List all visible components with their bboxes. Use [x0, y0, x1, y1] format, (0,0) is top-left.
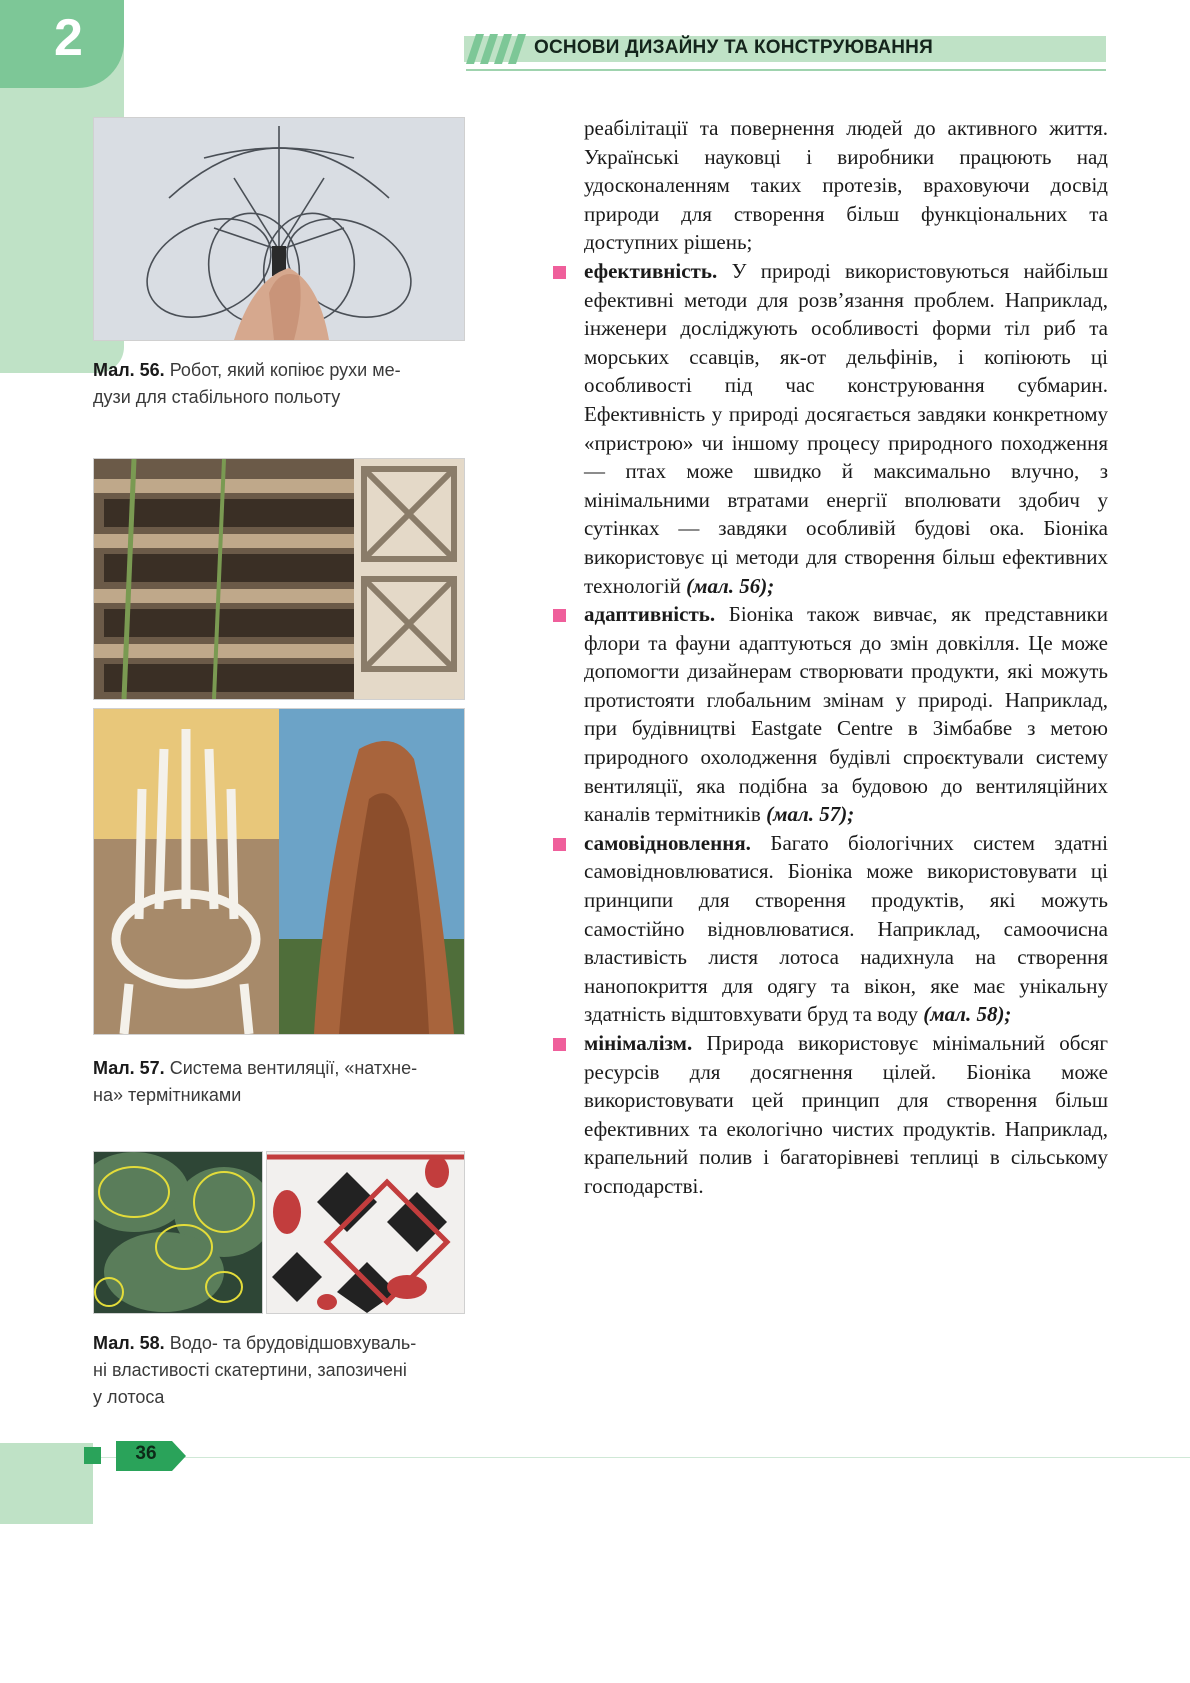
term-minimalism: мінімалізм. [584, 1031, 693, 1055]
term-efficiency: ефективність. [584, 258, 718, 283]
bullet-minimalism-body: Природа використовує мінімальний обсяг ресурсів для досягнення цілей. Біоніка може використовувати цей принцип для створення більш ефективних та екологічно чистих продуктів. Наприклад, крапельний полив і багаторівневі теплиці в сільському господарстві. [584, 1031, 1108, 1198]
header-title: ОСНОВИ ДИЗАЙНУ ТА КОНСТРУЮВАННЯ [534, 37, 933, 58]
bullet-efficiency [584, 257, 1108, 600]
figure-58-caption-line2: ні властивості скатертини, запозичені [93, 1360, 407, 1380]
bullet-adaptivity [584, 600, 1108, 829]
figure-58-caption-line3: у лотоса [93, 1387, 165, 1407]
figure-56-caption-line2: дузи для стабільного польоту [93, 387, 341, 407]
figure-ref-57: (мал. 57); [766, 802, 855, 827]
header-underline [466, 69, 1106, 71]
lotus-leaves-illustration [94, 1152, 262, 1313]
term-adaptivity: адаптивність. [584, 602, 716, 627]
footer-square-marker [84, 1447, 101, 1464]
figure-58-label: Мал. 58. [93, 1333, 165, 1353]
figure-58-lotus-image [93, 1151, 263, 1314]
figure-57-caption [93, 1055, 473, 1109]
figure-57-caption-line1: Система вентиляції, «натхне- [164, 1058, 418, 1078]
figure-56-caption-line1: Робот, який копіює рухи ме- [164, 360, 401, 380]
termite-mound-illustration [94, 709, 464, 1034]
figure-58-caption [93, 1330, 473, 1411]
term-self-healing: самовідновлення. [584, 830, 751, 855]
figure-ref-56: (мал. 56); [686, 573, 775, 598]
chapter-number: 2 [54, 9, 83, 67]
eastgate-building-illustration [94, 459, 464, 699]
figure-56-caption [93, 357, 473, 411]
figure-58-tablecloth-image [266, 1151, 465, 1314]
bullet-self-healing-body: Багато біологічних систем здатні самовідновлюватися. Біоніка може використовувати ці принципи для створення продуктів, які можуть самостійно відновлюватися. Наприклад, самоочисна властивість листя лотоса надихнула на створення нанопокриття для одягу та вікон, яке має унікальну здатність відштовхувати бруд та воду [584, 830, 1108, 1027]
page-number: 36 [135, 1443, 157, 1464]
tablecloth-pattern-illustration [267, 1152, 464, 1313]
figure-57-label: Мал. 57. [93, 1058, 165, 1078]
bullet-minimalism [584, 1029, 1108, 1201]
figure-ref-58: (мал. 58); [923, 1002, 1012, 1027]
figure-57-building-image [93, 458, 465, 700]
bullet-self-healing [584, 829, 1108, 1029]
figure-57-termite-image [93, 708, 465, 1035]
jellyfish-robot-illustration [94, 118, 464, 340]
footer-line [93, 1457, 1190, 1458]
header-stripes-decoration [466, 34, 526, 64]
figure-57-caption-line2: на» термітниками [93, 1085, 242, 1105]
intro-paragraph: реабілітації та повернення людей до активного життя. Українські науковці і виробники працюють над удосконаленням таких протезів, враховуючи досвід природи для створення більш функціональних та доступних рішень; [584, 116, 1108, 255]
footer-side-block [0, 1443, 93, 1524]
figure-58-caption-line1: Водо- та брудовідшовхуваль- [164, 1333, 417, 1353]
bullet-adaptivity-body: Біоніка також вивчає, як представники флори та фауни адаптуються до змін довкілля. Це може допомогти дизайнерам створювати продукти, які можуть протистояти глобальним змінам у природі. Наприклад, при будівництві Eastgate Centre в Зімбабве з метою природного охолодження будівлі спроєктували систему вентиляції, яка подібна за будовою до вентиляційних каналів термітників [584, 602, 1108, 827]
bullet-efficiency-body: У природі використовуються найбільш ефективні методи для розв’язання проблем. Наприклад, інженери досліджують особливості форми тіл риб та морських ссавців, як-от дельфінів, і копіюють ці особливості під час конструювання субмарин. Ефективність у природі досягається завдяки конкретному «пристрою» чи іншому процесу природного походження — птах може швидко й максимально влучно, з мінімальними втратами енергії вполювати здобич у сутінках — завдяки особливій будові ока. Біоніка використовує ці методи для створення більш ефективних технологій [584, 258, 1108, 598]
figure-56-label: Мал. 56. [93, 360, 165, 380]
figure-56-image [93, 117, 465, 341]
main-text-column [584, 114, 1108, 1201]
